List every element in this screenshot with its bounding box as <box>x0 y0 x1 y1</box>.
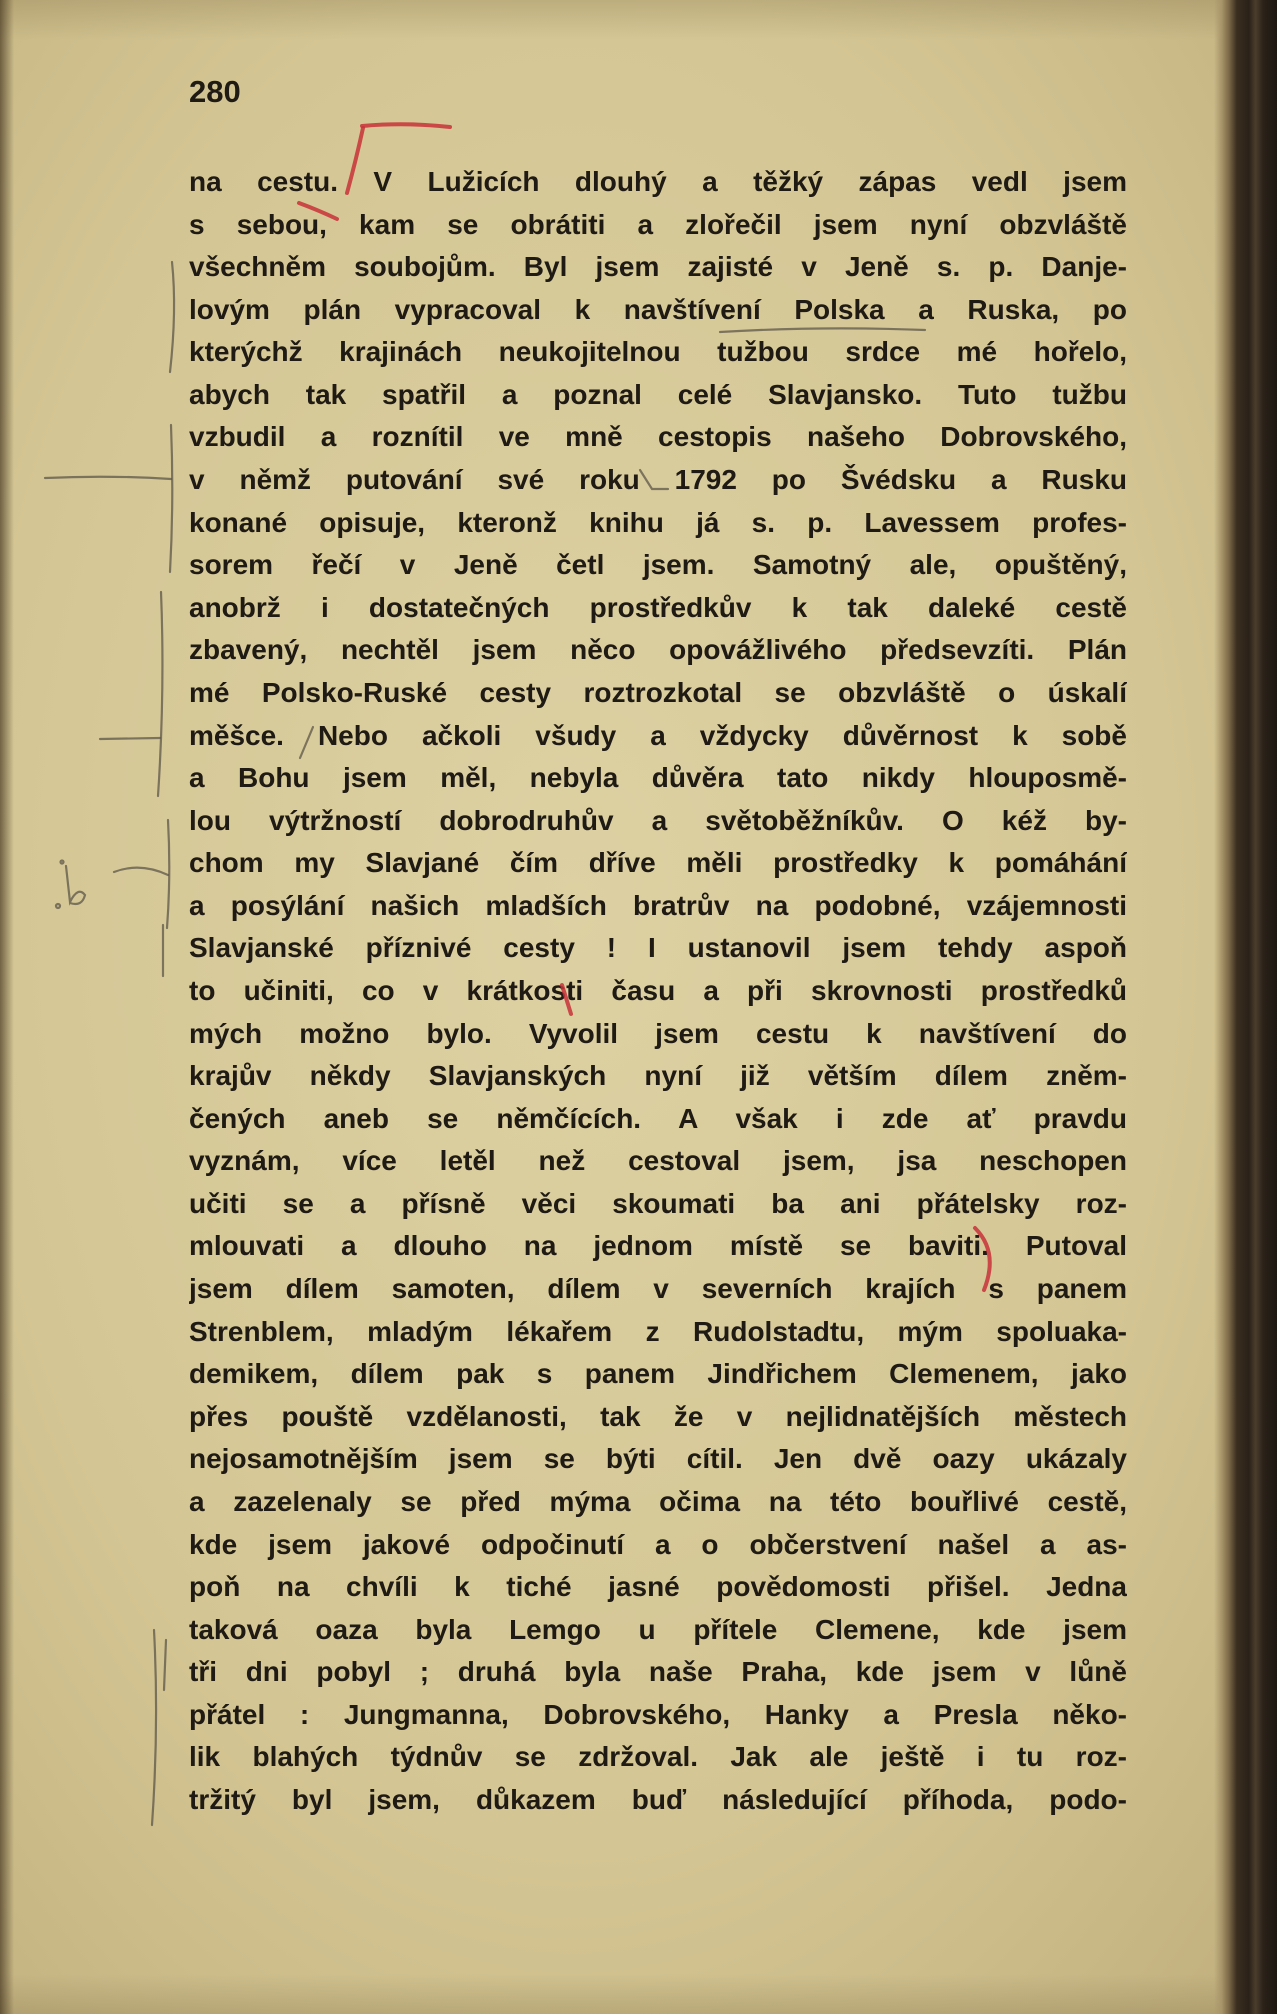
pencil-margin-line <box>45 477 171 479</box>
text-line: všechněm soubojům. Byl jsem zajisté v Jeně s. p. Danje- <box>189 251 1127 283</box>
text-line: čených aneb se němčících. A však i zde ať pravdu <box>189 1102 1127 1134</box>
text-line: mlouvati a dlouho na jednom místě se baviti. Putoval <box>189 1230 1127 1262</box>
text-line: lou výtržností dobrodruhův a světoběžníkův. O kéž by- <box>189 804 1127 836</box>
page-edge-gutter <box>1214 0 1277 2014</box>
text-line: Slavjanské příznivé cesty ! I ustanovil jsem tehdy aspoň <box>189 932 1127 964</box>
text-line: nejosamotnějším jsem se býti cítil. Jen dvě oazy ukázaly <box>189 1443 1127 1475</box>
text-line: mých možno bylo. Vyvolil jsem cestu k navštívení do <box>189 1017 1127 1049</box>
text-line: přes pouště vzdělanosti, tak že v nejlidnatějších městech <box>189 1400 1127 1432</box>
text-line: a zazelenaly se před mýma očima na této bouřlivé cestě, <box>189 1485 1127 1517</box>
text-line: lik blahých týdnův se zdržoval. Jak ale ještě i tu roz- <box>189 1741 1127 1773</box>
text-line: tržitý byl jsem, důkazem buď následující příhoda, podo- <box>189 1783 1127 1815</box>
text-line: v němž putování své roku 1792 po Švédsku a Rusku <box>189 464 1127 496</box>
pencil-dot <box>61 861 64 864</box>
text-line: vyznám, více letěl než cestoval jsem, jsa neschopen <box>189 1145 1127 1177</box>
pencil-margin-line <box>170 262 174 372</box>
body-text <box>189 161 1127 1822</box>
text-line: jsem dílem samoten, dílem v severních krajích s panem <box>189 1273 1127 1305</box>
pencil-margin-line <box>114 868 168 875</box>
pencil-margin-mark <box>66 866 85 904</box>
text-line: zbavený, nechtěl jsem něco opovážlivého předsevzíti. Plán <box>189 634 1127 666</box>
text-line: taková oaza byla Lemgo u přítele Clemene, kde jsem <box>189 1613 1127 1645</box>
pencil-margin-line <box>164 1640 166 1690</box>
text-line: s sebou, kam se obrátiti a zlořečil jsem nyní obzvláště <box>189 208 1127 240</box>
pencil-margin-line <box>100 738 160 739</box>
text-line: chom my Slavjané čím dříve měli prostředky k pomáhání <box>189 847 1127 879</box>
text-line: poň na chvíli k tiché jasné povědomosti přišel. Jedna <box>189 1571 1127 1603</box>
text-line: abych tak spatřil a poznal celé Slavjansko. Tuto tužbu <box>189 378 1127 410</box>
pencil-margin-line <box>158 592 162 796</box>
text-line: na cestu. V Lužicích dlouhý a těžký zápas vedl jsem <box>189 166 1127 197</box>
text-line: a Bohu jsem měl, nebyla důvěra tato nikdy hlouposmě- <box>189 762 1127 794</box>
text-line: mé Polsko-Ruské cesty roztrozkotal se obzvláště o úskalí <box>189 676 1127 708</box>
text-line: učiti se a přísně věci skoumati ba ani přátelsky roz- <box>189 1187 1127 1219</box>
text-line: kterýchž krajinách neukojitelnou tužbou srdce mé hořelo, <box>189 336 1127 368</box>
pencil-dot <box>56 904 60 908</box>
page-number: 280 <box>189 74 241 109</box>
text-line: krajův někdy Slavjanských nyní již větším dílem zněm- <box>189 1060 1127 1092</box>
text-line: sorem řečí v Jeně četl jsem. Samotný ale, opuštěný, <box>189 549 1127 581</box>
text-line: to učiniti, co v krátkosti času a při skrovnosti prostředků <box>189 974 1127 1006</box>
text-line: Strenblem, mladým lékařem z Rudolstadtu, mým spoluaka- <box>189 1315 1127 1347</box>
pencil-margin-line <box>152 1630 156 1825</box>
text-line: lovým plán vypracoval k navštívení Polska a Ruska, po <box>189 293 1127 325</box>
text-line: a posýlání našich mladších bratrův na podobné, vzájemnosti <box>189 889 1127 921</box>
text-line: anobrž i dostatečných prostředkův k tak daleké cestě <box>189 591 1127 623</box>
text-line: přátel : Jungmanna, Dobrovského, Hanky a Presla něko- <box>189 1698 1127 1730</box>
red-pencil-mark-top <box>362 124 450 127</box>
text-line: měšce. Nebo ačkoli všudy a vždycky důvěrnost k sobě <box>189 719 1127 751</box>
text-line: kde jsem jakové odpočinutí a o občerstvení našel a as- <box>189 1528 1127 1560</box>
text-line: konané opisuje, kteronž knihu já s. p. Lavessem profes- <box>189 506 1127 538</box>
text-line: vzbudil a roznítil ve mně cestopis našeho Dobrovského, <box>189 421 1127 453</box>
text-line: demikem, dílem pak s panem Jindřichem Clemenem, jako <box>189 1358 1127 1390</box>
pencil-margin-line <box>167 820 169 928</box>
pencil-margin-line <box>170 425 172 572</box>
text-line: tři dni pobyl ; druhá byla naše Praha, kde jsem v lůně <box>189 1656 1127 1688</box>
